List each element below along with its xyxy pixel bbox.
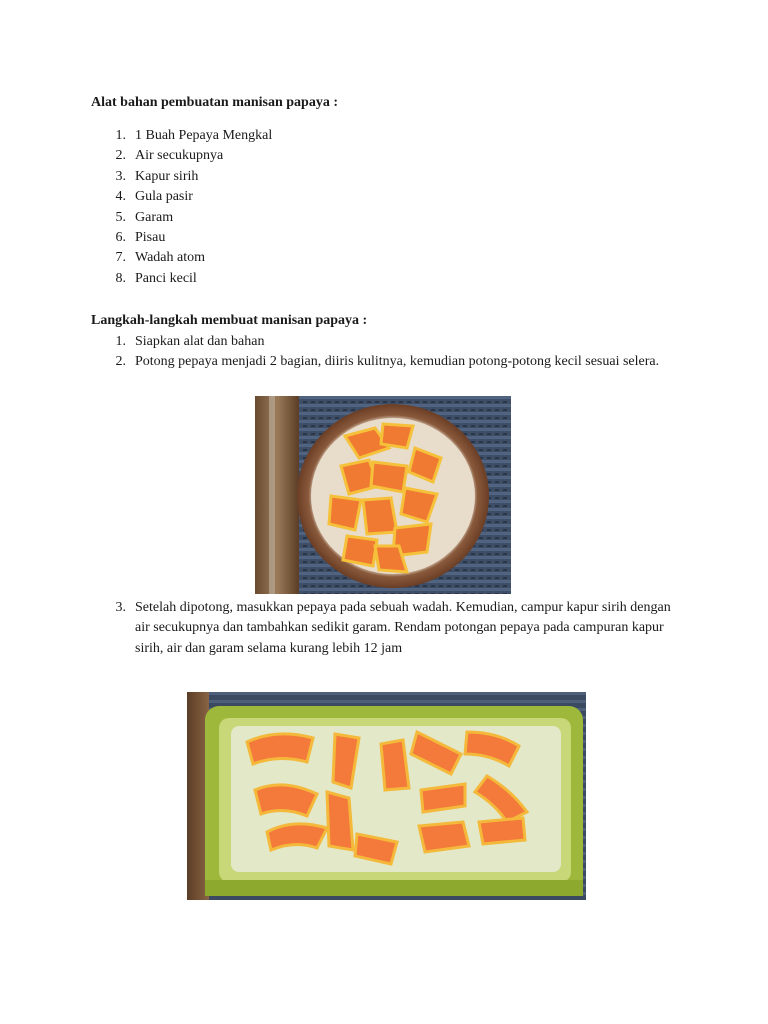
list-item	[91, 228, 671, 248]
step-text: Siapkan alat dan bahan	[135, 334, 265, 349]
steps-list-continued	[91, 598, 671, 659]
plate-photo	[255, 396, 511, 594]
step-number: 3.	[115, 600, 126, 615]
list-text: Gula pasir	[135, 189, 193, 205]
list-text: Kapur sirih	[135, 168, 199, 184]
step-text: Setelah dipotong, masukkan pepaya pada sebuah wadah. Kemudian, campur kapur sirih dengan air secukupnya dan tambahkan sedikit garam. Rendam potongan pepaya pada campuran kapur sirih, air dan garam selama kurang lebih 12 jam	[135, 600, 671, 656]
step-item	[91, 332, 671, 352]
list-item	[91, 269, 671, 289]
list-text: Panci kecil	[135, 270, 197, 286]
step-text: Potong pepaya menjadi 2 bagian, diiris kulitnya, kemudian potong-potong kecil sesuai selera.	[135, 354, 660, 370]
list-number: 6.	[115, 230, 126, 246]
steps-list	[91, 332, 671, 373]
list-item	[91, 187, 671, 207]
step-item	[91, 352, 671, 372]
step-number: 2.	[115, 354, 126, 370]
list-number: 3.	[115, 168, 126, 184]
step-item	[91, 598, 671, 659]
list-number: 8.	[115, 270, 126, 286]
list-item	[91, 248, 671, 268]
list-text: Garam	[135, 209, 174, 225]
list-item	[91, 167, 671, 187]
list-number: 2.	[115, 148, 126, 164]
list-text: 1 Buah Pepaya Mengkal	[135, 128, 273, 143]
list-number: 7.	[115, 250, 126, 266]
list-item	[91, 126, 671, 146]
ingredients-heading: Alat bahan pembuatan manisan papaya :	[91, 95, 339, 110]
list-number: 1.	[115, 128, 126, 143]
list-number: 5.	[115, 209, 126, 225]
container-photo	[187, 692, 586, 900]
list-item	[91, 146, 671, 166]
list-text: Pisau	[135, 230, 166, 246]
list-item	[91, 208, 671, 228]
list-text: Wadah atom	[135, 250, 206, 266]
steps-heading: Langkah-langkah membuat manisan papaya :	[91, 313, 368, 328]
list-number: 4.	[115, 189, 126, 205]
step-number: 1.	[115, 334, 126, 349]
list-text: Air secukupnya	[135, 148, 224, 164]
ingredients-list	[91, 126, 671, 289]
